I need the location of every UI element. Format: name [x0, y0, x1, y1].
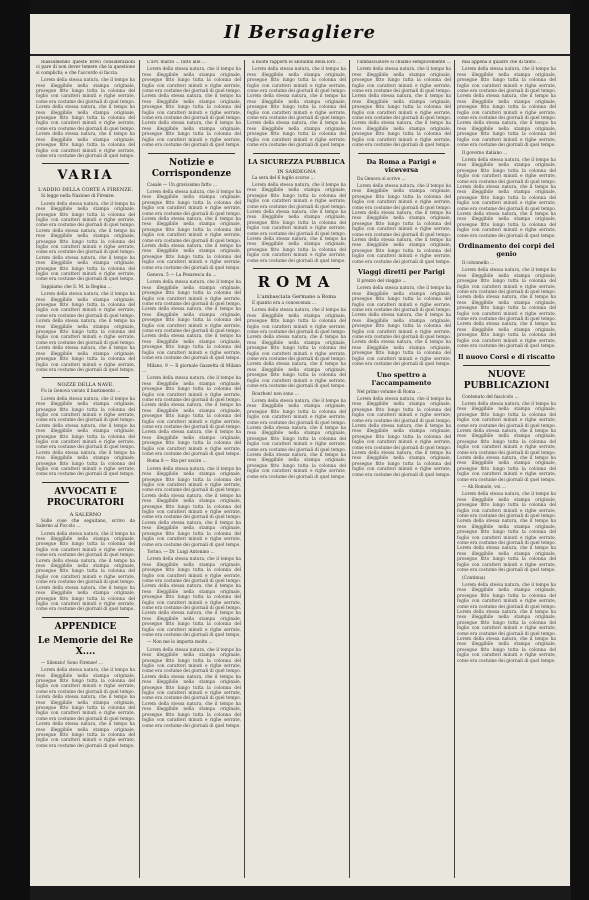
- section-heading: Notizie e Corrispondenze: [151, 157, 232, 179]
- article-body-texture: Lorem della stessa natura, che il tempo ha reso illeggibile nella stampa originale, prosegue fitto lungo tutta la colonna del foglio con caratteri minuti e righe serrate, come era costume dei giornali di quel tempo. Lorem della stessa natura, che il tempo ha reso illeggibile nella stampa originale, prosegue fitto lungo tutta la colonna del foglio con caratteri minuti e righe serrate, come era costume dei giornali di quel tempo. Lorem della stessa natura, che il tempo ha reso illeggibile nella stampa originale, prosegue fitto lungo tutta la colonna del foglio con caratteri minuti e righe serrate, come era costume dei giornali di quel tempo.: [142, 280, 241, 362]
- article-text: Fu in Genova varato il bastimento ...: [41, 389, 121, 395]
- article-body-texture: Lorem della stessa natura, che il tempo ha reso illeggibile nella stampa originale, prosegue fitto lungo tutta la colonna del foglio con caratteri minuti e righe serrate, come era costume dei giornali di quel tempo. Lorem della stessa natura, che il tempo ha reso illeggibile nella stampa originale, prosegue fitto lungo tutta la colonna del foglio con caratteri minuti e righe serrate, come era costume dei giornali di quel tempo. Lorem della stessa natura, che il tempo ha reso illeggibile nella stampa originale, prosegue fitto lungo tutta la colonna del foglio con caratteri minuti e righe serrate, come era costume dei giornali di quel tempo.: [457, 67, 556, 149]
- article-heading: Il nuovo Corsi e di riscatto: [458, 352, 555, 361]
- section-heading: AVVOCATI E PROCURATORI: [46, 486, 125, 508]
- newspaper-title: Il Bersagliere: [223, 22, 377, 43]
- article-text: Bourbon! non sono ...: [252, 391, 299, 397]
- column-divider: [349, 60, 350, 878]
- column-1: [36, 60, 135, 880]
- article-subheading: NOZZE DELLA NAVE.: [57, 382, 114, 389]
- section-rule: [253, 268, 340, 269]
- article-body-texture: Lorem della stessa natura, che il tempo ha reso illeggibile nella stampa originale, prosegue fitto lungo tutta la colonna del foglio con caratteri minuti e righe serrate, come era costume dei giornali di quel tempo. Lorem della stessa natura, che il tempo ha reso illeggibile nella stampa originale, prosegue fitto lungo tutta la colonna del foglio con caratteri minuti e righe serrate, come era costume dei giornali di quel tempo. Lorem della stessa natura, che il tempo ha reso illeggibile nella stampa originale, prosegue fitto lungo tutta la colonna del foglio con caratteri minuti e righe serrate, come era costume dei giornali di quel tempo.: [36, 668, 135, 749]
- article-body-texture: Lorem della stessa natura, che il tempo ha reso illeggibile nella stampa originale, prosegue fitto lungo tutta la colonna del foglio con caratteri minuti e righe serrate, come era costume dei giornali di quel tempo. Lorem della stessa natura, che il tempo ha reso illeggibile nella stampa originale, prosegue fitto lungo tutta la colonna del foglio con caratteri minuti e righe serrate, come era costume dei giornali di quel tempo. Lorem della stessa natura, che il tempo ha reso illeggibile nella stampa originale, prosegue fitto lungo tutta la colonna del foglio con caratteri minuti e righe serrate, come era costume dei giornali di quel tempo.: [142, 466, 241, 548]
- article-body-texture: Lorem della stessa natura, che il tempo ha reso illeggibile nella stampa originale, prosegue fitto lungo tutta la colonna del foglio con caratteri minuti e righe serrate, come era costume dei giornali di quel tempo. Lorem della stessa natura, che il tempo ha reso illeggibile nella stampa originale, prosegue fitto lungo tutta la colonna del foglio con caratteri minuti e righe serrate, come era costume dei giornali di quel tempo. Lorem della stessa natura, che il tempo ha reso illeggibile nella stampa originale, prosegue fitto lungo tutta la colonna del foglio con caratteri minuti e righe serrate, come era costume dei giornali di quel tempo.: [36, 78, 135, 159]
- section-heading: ROMA: [257, 273, 336, 291]
- section-rule: [253, 153, 340, 154]
- article-body-texture: Lorem della stessa natura, che il tempo ha reso illeggibile nella stampa originale, prosegue fitto lungo tutta la colonna del foglio con caratteri minuti e righe serrate, come era costume dei giornali di quel tempo. Lorem della stessa natura, che il tempo ha reso illeggibile nella stampa originale, prosegue fitto lungo tutta la colonna del foglio con caratteri minuti e righe serrate, come era costume dei giornali di quel tempo. Lorem della stessa natura, che il tempo ha reso illeggibile nella stampa originale, prosegue fitto lungo tutta la colonna del foglio con caratteri minuti e righe serrate, come era costume dei giornali di quel tempo.: [142, 189, 241, 271]
- article-text: — Ah Romolo, voi ...: [462, 485, 506, 490]
- section-heading: VARIA: [57, 168, 114, 184]
- article-text: Da Genova si scrive ...: [357, 176, 406, 182]
- article-body-texture: Lorem della stessa natura, che il tempo ha reso illeggibile nella stampa originale, prosegue fitto lungo tutta la colonna del foglio con caratteri minuti e righe serrate, come era costume dei giornali di quel tempo. Lorem della stessa natura, che il tempo ha reso illeggibile nella stampa originale, prosegue fitto lungo tutta la colonna del foglio con caratteri minuti e righe serrate, come era costume dei giornali di quel tempo. Lorem della stessa natura, che il tempo ha reso illeggibile nella stampa originale, prosegue fitto lungo tutta la colonna del foglio con caratteri minuti e righe serrate, come era costume dei giornali di quel tempo.: [352, 183, 451, 265]
- article-text: L'avv. marzo ... fatto alle ...: [147, 60, 206, 65]
- scan-border-top: [0, 0, 589, 14]
- section-heading: NUOVE PUBBLICAZIONI: [463, 369, 550, 391]
- scan-border-right: [571, 0, 589, 900]
- article-body-texture: Lorem della stessa natura, che il tempo ha reso illeggibile nella stampa originale, prosegue fitto lungo tutta la colonna del foglio con caratteri minuti e righe serrate, come era costume dei giornali di quel tempo. Lorem della stessa natura, che il tempo ha reso illeggibile nella stampa originale, prosegue fitto lungo tutta la colonna del foglio con caratteri minuti e righe serrate, come era costume dei giornali di quel tempo. Lorem della stessa natura, che il tempo ha reso illeggibile nella stampa originale, prosegue fitto lungo tutta la colonna del foglio con caratteri minuti e righe serrate, come era costume dei giornali di quel tempo.: [36, 396, 135, 478]
- article-text: Riassumendo queste brevi considerazioni ci pare di non dover temere che la questione si complichi; e che l'accordo si faccia.: [36, 60, 135, 76]
- column-4: [352, 60, 451, 880]
- article-body-texture: Lorem della stessa natura, che il tempo ha reso illeggibile nella stampa originale, prosegue fitto lungo tutta la colonna del foglio con caratteri minuti e righe serrate, come era costume dei giornali di quel tempo. Lorem della stessa natura, che il tempo ha reso illeggibile nella stampa originale, prosegue fitto lungo tutta la colonna del foglio con caratteri minuti e righe serrate, come era costume dei giornali di quel tempo. Lorem della stessa natura, che il tempo ha reso illeggibile nella stampa originale, prosegue fitto lungo tutta la colonna del foglio con caratteri minuti e righe serrate, come era costume dei giornali di quel tempo.: [36, 531, 135, 613]
- article-heading: LA SICUREZZA PUBBLICA: [248, 157, 345, 166]
- column-divider: [454, 60, 455, 878]
- article-text: Il colonnello ...: [462, 261, 495, 266]
- article-body-texture: Lorem della stessa natura, che il tempo ha reso illeggibile nella stampa originale, prosegue fitto lungo tutta la colonna del foglio con caratteri minuti e righe serrate, come era costume dei giornali di quel tempo. Lorem della stessa natura, che il tempo ha reso illeggibile nella stampa originale, prosegue fitto lungo tutta la colonna del foglio con caratteri minuti e righe serrate, come era costume dei giornali di quel tempo. Lorem della stessa natura, che il tempo ha reso illeggibile nella stampa originale, prosegue fitto lungo tutta la colonna del foglio con caratteri minuti e righe serrate, come era costume dei giornali di quel tempo.: [142, 557, 241, 638]
- article-body-texture: Lorem della stessa natura, che il tempo ha reso illeggibile nella stampa originale, prosegue fitto lungo tutta la colonna del foglio con caratteri minuti e righe serrate, come era costume dei giornali di quel tempo. Lorem della stessa natura, che il tempo ha reso illeggibile nella stampa originale, prosegue fitto lungo tutta la colonna del foglio con caratteri minuti e righe serrate, come era costume dei giornali di quel tempo. Lorem della stessa natura, che il tempo ha reso illeggibile nella stampa originale, prosegue fitto lungo tutta la colonna del foglio con caratteri minuti e righe serrate, come era costume dei giornali di quel tempo.: [247, 182, 346, 264]
- scan-border-left: [0, 0, 30, 900]
- article-body-texture: Lorem della stessa natura, che il tempo ha reso illeggibile nella stampa originale, prosegue fitto lungo tutta la colonna del foglio con caratteri minuti e righe serrate, come era costume dei giornali di quel tempo. Lorem della stessa natura, che il tempo ha reso illeggibile nella stampa originale, prosegue fitto lungo tutta la colonna del foglio con caratteri minuti e righe serrate, come era costume dei giornali di quel tempo. Lorem della stessa natura, che il tempo ha reso illeggibile nella stampa originale, prosegue fitto lungo tutta la colonna del foglio con caratteri minuti e righe serrate, come era costume dei giornali di quel tempo.: [247, 67, 346, 149]
- article-text: Genova. 5 — La Pesaresca da ...: [147, 273, 217, 278]
- article-text: mai appena il quadro che di tanto ...: [462, 60, 542, 65]
- section-rule: [42, 482, 129, 483]
- article-body-texture: Lorem della stessa natura, che il tempo ha reso illeggibile nella stampa originale, prosegue fitto lungo tutta la colonna del foglio con caratteri minuti e righe serrate, come era costume dei giornali di quel tempo. Lorem della stessa natura, che il tempo ha reso illeggibile nella stampa originale, prosegue fitto lungo tutta la colonna del foglio con caratteri minuti e righe serrate, come era costume dei giornali di quel tempo. Lorem della stessa natura, che il tempo ha reso illeggibile nella stampa originale, prosegue fitto lungo tutta la colonna del foglio con caratteri minuti e righe serrate, come era costume dei giornali di quel tempo.: [457, 157, 556, 239]
- article-text: Milano. 9 — Il giornale Gazzetta di Milano ...: [142, 363, 241, 374]
- section-rule: [463, 365, 550, 366]
- article-text: Si legge nella Nazione di Firenze:: [41, 194, 115, 200]
- article-body-texture: Lorem della stessa natura, che il tempo ha reso illeggibile nella stampa originale, prosegue fitto lungo tutta la colonna del foglio con caratteri minuti e righe serrate, come era costume dei giornali di quel tempo. Lorem della stessa natura, che il tempo ha reso illeggibile nella stampa originale, prosegue fitto lungo tutta la colonna del foglio con caratteri minuti e righe serrate, come era costume dei giornali di quel tempo. Lorem della stessa natura, che il tempo ha reso illeggibile nella stampa originale, prosegue fitto lungo tutta la colonna del foglio con caratteri minuti e righe serrate, come era costume dei giornali di quel tempo.: [247, 308, 346, 390]
- article-body-texture: Lorem della stessa natura, che il tempo ha reso illeggibile nella stampa originale, prosegue fitto lungo tutta la colonna del foglio con caratteri minuti e righe serrate, come era costume dei giornali di quel tempo. Lorem della stessa natura, che il tempo ha reso illeggibile nella stampa originale, prosegue fitto lungo tutta la colonna del foglio con caratteri minuti e righe serrate, come era costume dei giornali di quel tempo. Lorem della stessa natura, che il tempo ha reso illeggibile nella stampa originale, prosegue fitto lungo tutta la colonna del foglio con caratteri minuti e righe serrate, come era costume dei giornali di quel tempo.: [247, 398, 346, 480]
- article-heading: Viaggi diretti per Parigi: [358, 268, 445, 276]
- section-rule: [42, 377, 129, 378]
- article-text: — Non me lo importa molto ...: [147, 640, 213, 646]
- article-text: Il prezzo del viaggio ...: [357, 279, 407, 284]
- article-text: l'ambasciatore si chiamò semplicemente ...: [357, 60, 451, 65]
- section-rule: [42, 163, 129, 164]
- article-heading: Uno spettro a l'accampamento: [371, 370, 432, 387]
- article-body-texture: Lorem della stessa natura, che il tempo ha reso illeggibile nella stampa originale, prosegue fitto lungo tutta la colonna del foglio con caratteri minuti e righe serrate, come era costume dei giornali di quel tempo. Lorem della stessa natura, che il tempo ha reso illeggibile nella stampa originale, prosegue fitto lungo tutta la colonna del foglio con caratteri minuti e righe serrate, come era costume dei giornali di quel tempo. Lorem della stessa natura, che il tempo ha reso illeggibile nella stampa originale, prosegue fitto lungo tutta la colonna del foglio con caratteri minuti e righe serrate, come era costume dei giornali di quel tempo.: [352, 67, 451, 149]
- article-heading: Ordinamento dei corpi del genio: [458, 242, 555, 258]
- article-body-texture: Lorem della stessa natura, che il tempo ha reso illeggibile nella stampa originale, prosegue fitto lungo tutta la colonna del foglio con caratteri minuti e righe serrate, come era costume dei giornali di quel tempo. Lorem della stessa natura, che il tempo ha reso illeggibile nella stampa originale, prosegue fitto lungo tutta la colonna del foglio con caratteri minuti e righe serrate, come era costume dei giornali di quel tempo. Lorem della stessa natura, che il tempo ha reso illeggibile nella stampa originale, prosegue fitto lungo tutta la colonna del foglio con caratteri minuti e righe serrate, come era costume dei giornali di quel tempo.: [142, 647, 241, 729]
- article-body-texture: Lorem della stessa natura, che il tempo ha reso illeggibile nella stampa originale, prosegue fitto lungo tutta la colonna del foglio con caratteri minuti e righe serrate, come era costume dei giornali di quel tempo. Lorem della stessa natura, che il tempo ha reso illeggibile nella stampa originale, prosegue fitto lungo tutta la colonna del foglio con caratteri minuti e righe serrate, come era costume dei giornali di quel tempo. Lorem della stessa natura, che il tempo ha reso illeggibile nella stampa originale, prosegue fitto lungo tutta la colonna del foglio con caratteri minuti e righe serrate, come era costume dei giornali di quel tempo.: [142, 376, 241, 457]
- section-rule: [42, 617, 129, 618]
- column-3: [247, 60, 346, 880]
- article-text: Roma 8 — Sta per uscire ...: [147, 459, 207, 465]
- article-text: La sera del 6 luglio scorso ...: [252, 175, 315, 181]
- article-body-texture: Lorem della stessa natura, che il tempo ha reso illeggibile nella stampa originale, prosegue fitto lungo tutta la colonna del foglio con caratteri minuti e righe serrate, come era costume dei giornali di quel tempo. Lorem della stessa natura, che il tempo ha reso illeggibile nella stampa originale, prosegue fitto lungo tutta la colonna del foglio con caratteri minuti e righe serrate, come era costume dei giornali di quel tempo. Lorem della stessa natura, che il tempo ha reso illeggibile nella stampa originale, prosegue fitto lungo tutta la colonna del foglio con caratteri minuti e righe serrate, come era costume dei giornali di quel tempo.: [457, 492, 556, 574]
- article-text: Sappiamo che S. M. la Regina ...: [41, 284, 112, 290]
- column-divider: [244, 60, 245, 878]
- article-subheading: IN SARDEGNA: [277, 168, 316, 175]
- section-rule: [148, 153, 235, 154]
- article-text: Contenuto del fascicolo ...: [462, 394, 519, 400]
- article-text: Sulle cose che seguitano, scrivo da Salerno al Piccolo ...: [36, 518, 135, 530]
- article-text: E quanto era a conoscenza ...: [252, 301, 317, 306]
- article-text: a molte rapporti le abitudini della loro ...: [252, 60, 341, 65]
- article-body-texture: Lorem della stessa natura, che il tempo ha reso illeggibile nella stampa originale, prosegue fitto lungo tutta la colonna del foglio con caratteri minuti e righe serrate, come era costume dei giornali di quel tempo. Lorem della stessa natura, che il tempo ha reso illeggibile nella stampa originale, prosegue fitto lungo tutta la colonna del foglio con caratteri minuti e righe serrate, come era costume dei giornali di quel tempo. Lorem della stessa natura, che il tempo ha reso illeggibile nella stampa originale, prosegue fitto lungo tutta la colonna del foglio con caratteri minuti e righe serrate, come era costume dei giornali di quel tempo.: [36, 292, 135, 373]
- article-text: Casale — Un gravissimo fatto ...: [147, 182, 217, 188]
- article-body-texture: Lorem della stessa natura, che il tempo ha reso illeggibile nella stampa originale, prosegue fitto lungo tutta la colonna del foglio con caratteri minuti e righe serrate, come era costume dei giornali di quel tempo. Lorem della stessa natura, che il tempo ha reso illeggibile nella stampa originale, prosegue fitto lungo tutta la colonna del foglio con caratteri minuti e righe serrate, come era costume dei giornali di quel tempo. Lorem della stessa natura, che il tempo ha reso illeggibile nella stampa originale, prosegue fitto lungo tutta la colonna del foglio con caratteri minuti e righe serrate, come era costume dei giornali di quel tempo.: [352, 396, 451, 478]
- section-heading: Le Memorie del Re X....: [37, 635, 134, 657]
- article-subheading: A SALERNO: [69, 511, 102, 518]
- article-body-texture: Lorem della stessa natura, che il tempo ha reso illeggibile nella stampa originale, prosegue fitto lungo tutta la colonna del foglio con caratteri minuti e righe serrate, come era costume dei giornali di quel tempo. Lorem della stessa natura, che il tempo ha reso illeggibile nella stampa originale, prosegue fitto lungo tutta la colonna del foglio con caratteri minuti e righe serrate, come era costume dei giornali di quel tempo. Lorem della stessa natura, che il tempo ha reso illeggibile nella stampa originale, prosegue fitto lungo tutta la colonna del foglio con caratteri minuti e righe serrate, come era costume dei giornali di quel tempo.: [457, 268, 556, 350]
- column-divider: [139, 60, 140, 878]
- article-text: (Continua): [462, 575, 486, 581]
- article-subheading: L'ambasciata Germano a Roma: [256, 294, 337, 300]
- column-5: [457, 60, 556, 880]
- article-body-texture: Lorem della stessa natura, che il tempo ha reso illeggibile nella stampa originale, prosegue fitto lungo tutta la colonna del foglio con caratteri minuti e righe serrate, come era costume dei giornali di quel tempo. Lorem della stessa natura, che il tempo ha reso illeggibile nella stampa originale, prosegue fitto lungo tutta la colonna del foglio con caratteri minuti e righe serrate, come era costume dei giornali di quel tempo. Lorem della stessa natura, che il tempo ha reso illeggibile nella stampa originale, prosegue fitto lungo tutta la colonna del foglio con caratteri minuti e righe serrate, come era costume dei giornali di quel tempo.: [457, 401, 556, 483]
- article-heading: Da Roma a Parigi e viceversa: [366, 157, 437, 174]
- article-text: Nel primo volume di Roma ...: [357, 389, 421, 395]
- section-rule: [358, 153, 445, 154]
- article-body-texture: Lorem della stessa natura, che il tempo ha reso illeggibile nella stampa originale, prosegue fitto lungo tutta la colonna del foglio con caratteri minuti e righe serrate, come era costume dei giornali di quel tempo. Lorem della stessa natura, che il tempo ha reso illeggibile nella stampa originale, prosegue fitto lungo tutta la colonna del foglio con caratteri minuti e righe serrate, come era costume dei giornali di quel tempo. Lorem della stessa natura, che il tempo ha reso illeggibile nella stampa originale, prosegue fitto lungo tutta la colonna del foglio con caratteri minuti e righe serrate, come era costume dei giornali di quel tempo.: [142, 67, 241, 149]
- section-heading: APPENDICE: [54, 621, 117, 632]
- column-2: [142, 60, 241, 880]
- article-text: — Silenzio! Sono Firenze! ...: [41, 660, 103, 666]
- article-text: Torino. — Dr. Luigi Antonino ...: [147, 549, 215, 555]
- article-subheading: L'ADDIO DELLA CORTE A FIRENZE.: [38, 187, 133, 194]
- article-body-texture: Lorem della stessa natura, che il tempo ha reso illeggibile nella stampa originale, prosegue fitto lungo tutta la colonna del foglio con caratteri minuti e righe serrate, come era costume dei giornali di quel tempo. Lorem della stessa natura, che il tempo ha reso illeggibile nella stampa originale, prosegue fitto lungo tutta la colonna del foglio con caratteri minuti e righe serrate, come era costume dei giornali di quel tempo. Lorem della stessa natura, che il tempo ha reso illeggibile nella stampa originale, prosegue fitto lungo tutta la colonna del foglio con caratteri minuti e righe serrate, come era costume dei giornali di quel tempo.: [352, 286, 451, 368]
- article-body-texture: Lorem della stessa natura, che il tempo ha reso illeggibile nella stampa originale, prosegue fitto lungo tutta la colonna del foglio con caratteri minuti e righe serrate, come era costume dei giornali di quel tempo. Lorem della stessa natura, che il tempo ha reso illeggibile nella stampa originale, prosegue fitto lungo tutta la colonna del foglio con caratteri minuti e righe serrate, come era costume dei giornali di quel tempo. Lorem della stessa natura, che il tempo ha reso illeggibile nella stampa originale, prosegue fitto lungo tutta la colonna del foglio con caratteri minuti e righe serrate, come era costume dei giornali di quel tempo.: [36, 201, 135, 283]
- article-body-texture: Lorem della stessa natura, che il tempo ha reso illeggibile nella stampa originale, prosegue fitto lungo tutta la colonna del foglio con caratteri minuti e righe serrate, come era costume dei giornali di quel tempo. Lorem della stessa natura, che il tempo ha reso illeggibile nella stampa originale, prosegue fitto lungo tutta la colonna del foglio con caratteri minuti e righe serrate, come era costume dei giornali di quel tempo. Lorem della stessa natura, che il tempo ha reso illeggibile nella stampa originale, prosegue fitto lungo tutta la colonna del foglio con caratteri minuti e righe serrate, come era costume dei giornali di quel tempo.: [457, 582, 556, 664]
- newspaper-page: [30, 14, 570, 886]
- masthead: [30, 14, 570, 56]
- article-text: Il governo italiano ...: [462, 150, 508, 156]
